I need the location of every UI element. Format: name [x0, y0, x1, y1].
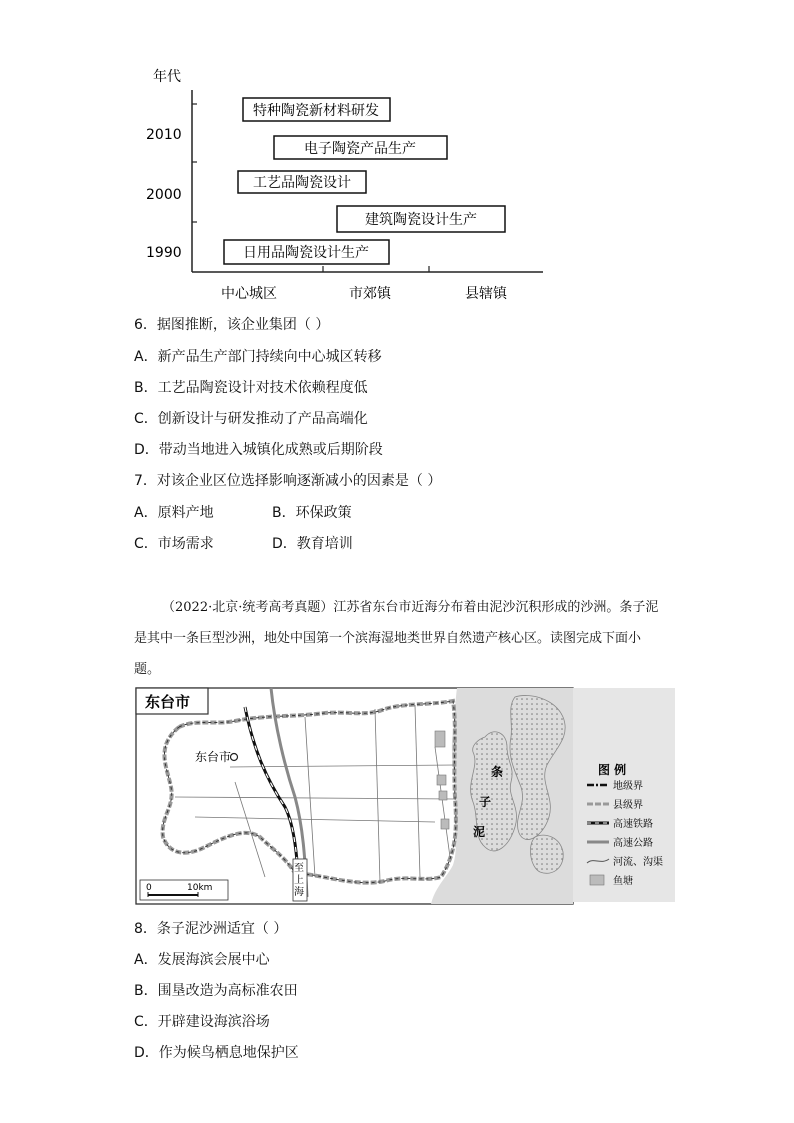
- question-6-option-b[interactable]: B．工艺品陶瓷设计对技术依赖程度低: [134, 380, 368, 396]
- to-shanghai-label: 上: [294, 875, 304, 886]
- scale-zero: 0: [146, 883, 152, 893]
- legend-item: 高速铁路: [613, 819, 653, 830]
- question-8-option-d[interactable]: D．作为候鸟栖息地保护区: [134, 1045, 299, 1061]
- dongtai-map: [135, 687, 675, 907]
- question-6-option-a[interactable]: A．新产品生产部门持续向中心城区转移: [134, 349, 382, 365]
- x-tick-label: 市郊镇: [349, 286, 391, 302]
- legend-item: 地级界: [613, 781, 643, 792]
- legend-item: 县级界: [613, 800, 643, 811]
- question-6-option-d[interactable]: D．带动当地进入城镇化成熟或后期阶段: [134, 442, 383, 458]
- question-7-option-b[interactable]: B．环保政策: [272, 505, 352, 521]
- question-6-stem: 6．据图推断，该企业集团（ ）: [134, 317, 330, 333]
- industry-timeline-chart: [140, 60, 560, 310]
- passage-text: 江苏省东台市近海分布着由泥沙沉积形成的沙洲。条子泥是其中一条巨型沙洲，地处中国第一个滨海湿地类世界自然遗产核心区。读图完成下面小题。: [134, 600, 659, 677]
- question-8-option-b[interactable]: B．围垦改造为高标准农田: [134, 983, 298, 999]
- question-8-option-a[interactable]: A．发展海滨会展中心: [134, 952, 270, 968]
- city-label: 东台市: [195, 750, 232, 764]
- reading-passage: [134, 592, 664, 685]
- scale-distance: 10km: [187, 883, 213, 893]
- sandbar-label: 泥: [473, 825, 486, 839]
- question-7-option-d[interactable]: D．教育培训: [272, 536, 353, 552]
- y-tick-label: 1990: [146, 245, 182, 261]
- stage-label: 日用品陶瓷设计生产: [243, 245, 369, 261]
- legend-item: 河流、沟渠: [613, 857, 663, 868]
- y-tick-label: 2010: [146, 127, 182, 143]
- legend-item: 鱼塘: [613, 876, 633, 887]
- x-tick-label: 中心城区: [221, 286, 277, 302]
- y-tick-label: 2000: [146, 187, 182, 203]
- legend-title: 图 例: [598, 763, 627, 777]
- map-title: 东台市: [145, 693, 191, 711]
- question-8-option-c[interactable]: C．开辟建设海滨浴场: [134, 1014, 270, 1030]
- question-7-option-c[interactable]: C．市场需求: [134, 536, 214, 552]
- question-6-option-c[interactable]: C．创新设计与研发推动了产品高端化: [134, 411, 368, 427]
- to-shanghai-label: 海: [294, 887, 304, 898]
- to-shanghai-label: 至: [294, 863, 304, 874]
- sandbar-label: 子: [479, 795, 492, 809]
- y-axis-title: 年代: [153, 69, 181, 85]
- city-marker: [231, 754, 238, 761]
- stage-label: 建筑陶瓷设计生产: [365, 212, 477, 228]
- passage-source: （2022·北京·统考高考真题）: [162, 600, 334, 615]
- legend-item: 高速公路: [613, 838, 653, 849]
- stage-label: 电子陶瓷产品生产: [304, 141, 416, 157]
- question-7-stem: 7．对该企业区位选择影响逐渐减小的因素是（ ）: [134, 473, 442, 489]
- stage-label: 工艺品陶瓷设计: [253, 175, 351, 191]
- x-tick-label: 县辖镇: [465, 286, 507, 302]
- stage-label: 特种陶瓷新材料研发: [253, 103, 379, 119]
- sandbar-label: 条: [491, 765, 504, 779]
- question-8-stem: 8．条子泥沙洲适宜（ ）: [134, 921, 288, 937]
- question-7-option-a[interactable]: A．原料产地: [134, 505, 214, 521]
